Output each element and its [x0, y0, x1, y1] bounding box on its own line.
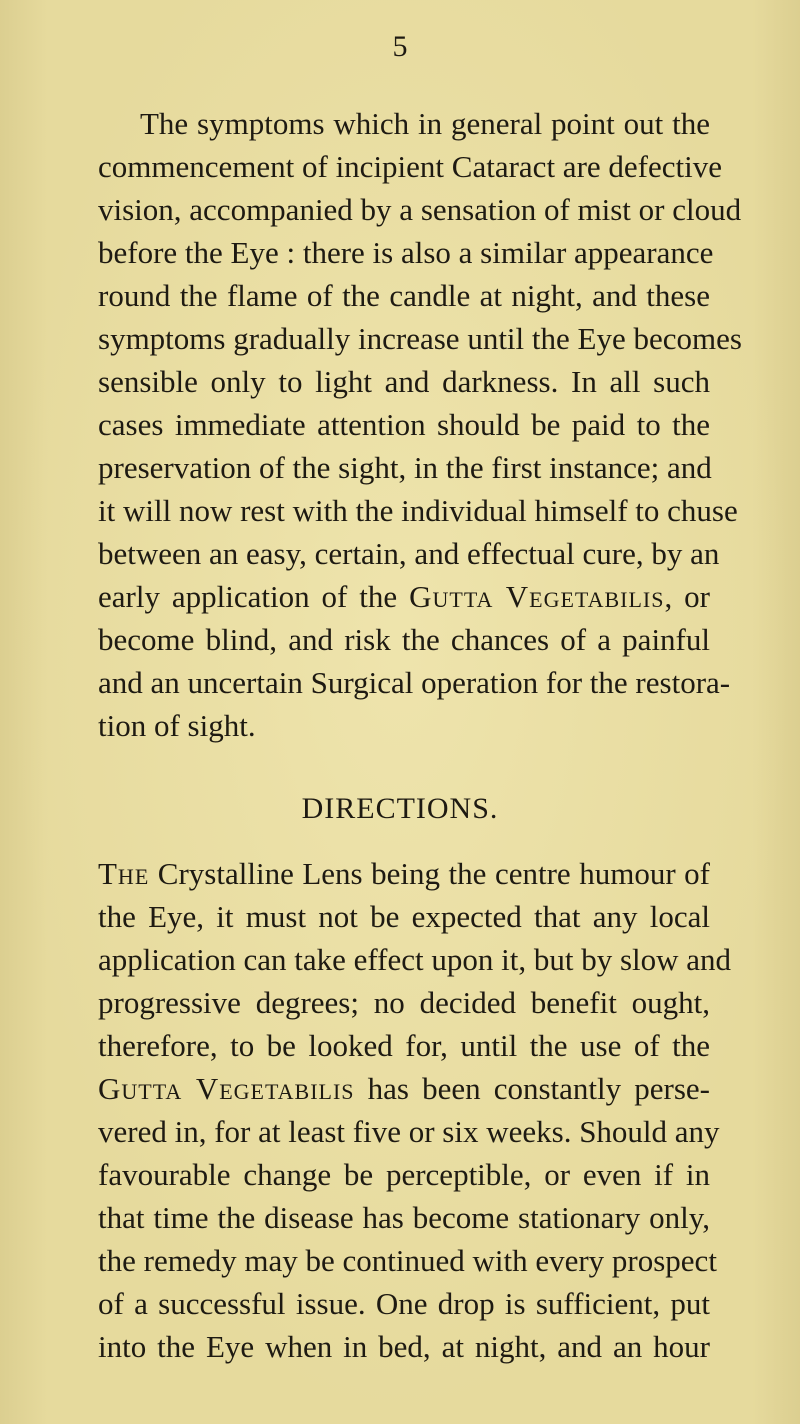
- paragraph-2-line-1: [98, 855, 710, 893]
- paragraph-1-line-2: commencement of incipient Cataract are defective: [98, 149, 722, 184]
- paragraph-1-line-7: sensible only to light and darkness. In all such: [98, 364, 710, 399]
- paragraph-1-line-10: it will now rest with the individual himself to chuse: [98, 493, 738, 528]
- paragraph-1-line-14: and an uncertain Surgical operation for the restora-: [98, 665, 731, 700]
- paragraph-2-line-9: that time the disease has become stationary only,: [98, 1200, 710, 1235]
- page-number: 5: [392, 30, 408, 63]
- product-name: Gutta Vegetabilis: [409, 579, 665, 614]
- paragraph-1-line-3: vision, accompanied by a sensation of mist or cloud: [98, 192, 742, 227]
- paragraph-1-line-11: between an easy, certain, and effectual cure, by an: [98, 536, 720, 571]
- paragraph-1-line-5: round the flame of the candle at night, and these: [98, 278, 710, 313]
- paragraph-1-line-1: The symptoms which in general point out the: [140, 106, 710, 141]
- paragraph-1-line-15: tion of sight.: [98, 708, 256, 743]
- paragraph-2-line-3: application can take effect upon it, but by slow and: [98, 942, 732, 977]
- paragraph-2-line-10: the remedy may be continued with every prospect: [98, 1243, 717, 1278]
- paragraph-2-line-12: into the Eye when in bed, at night, and an hour: [98, 1329, 710, 1364]
- paragraph-2-line-2: the Eye, it must not be expected that any local: [98, 899, 710, 934]
- paragraph-1-line-4: before the Eye : there is also a similar appearance: [98, 235, 714, 270]
- product-name: Gutta Vegetabilis: [98, 1071, 355, 1106]
- paragraph-1-line-6: symptoms gradually increase until the Eye becomes: [98, 321, 742, 356]
- paragraph-2-line-4: progressive degrees; no decided benefit ought,: [98, 985, 710, 1020]
- paragraph-2-line-6: [98, 1070, 710, 1108]
- paragraph-1-line-13: become blind, and risk the chances of a painful: [98, 622, 710, 657]
- paragraph-2-line-7: vered in, for at least five or six weeks. Should any: [98, 1114, 720, 1149]
- line-text: Crystalline Lens being the centre humour of: [157, 856, 710, 891]
- drop-cap-word: The: [98, 856, 150, 891]
- paragraph-2-line-5: therefore, to be looked for, until the use of the: [98, 1028, 710, 1063]
- paragraph-2-line-11: of a successful issue. One drop is sufficient, put: [98, 1286, 710, 1321]
- paragraph-1-line-9: preservation of the sight, in the first instance; and: [98, 450, 712, 485]
- paragraph-2-line-8: favourable change be perceptible, or even if in: [98, 1157, 710, 1192]
- line-text: early application of the: [98, 579, 398, 614]
- line-text-end: , or: [664, 579, 711, 614]
- paragraph-1-line-8: cases immediate attention should be paid to the: [98, 407, 710, 442]
- line-text: has been constantly perse-: [367, 1071, 711, 1106]
- paragraph-1-line-12: [98, 578, 710, 616]
- section-heading: DIRECTIONS.: [301, 792, 499, 825]
